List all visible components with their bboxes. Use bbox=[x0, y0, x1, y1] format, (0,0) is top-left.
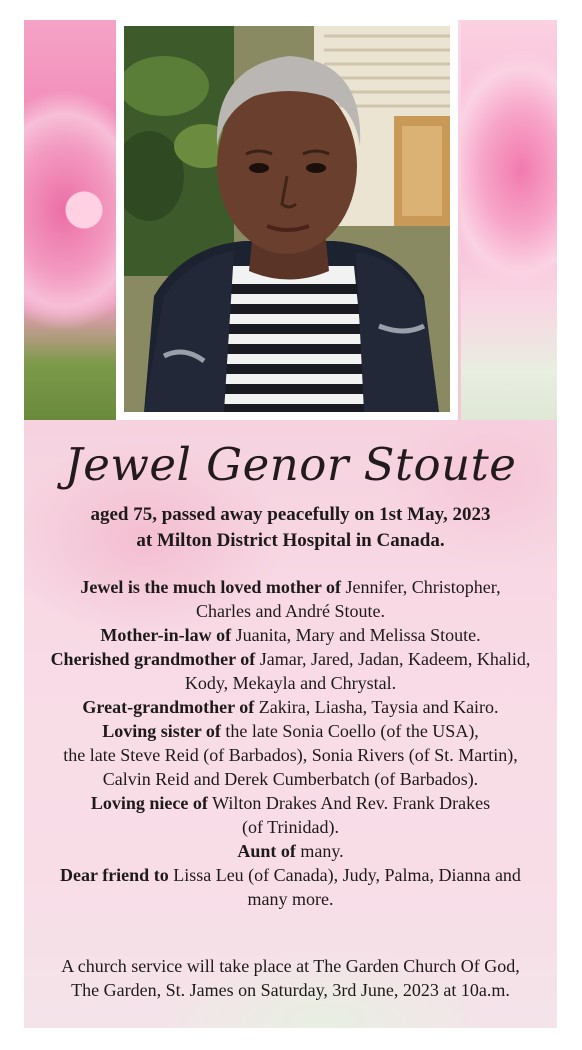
service-details bbox=[34, 954, 547, 1002]
family-line-sister-cont: the late Steve Reid (of Barbados), Sonia Rivers (of St. Martin), bbox=[63, 745, 518, 765]
portrait-frame bbox=[116, 20, 458, 420]
family-line-niece-cont: (of Trinidad). bbox=[241, 817, 339, 837]
rose-left-image bbox=[24, 20, 116, 420]
family-line-aunt bbox=[34, 839, 547, 863]
relation-names: Juanita, Mary and Melissa Stoute. bbox=[235, 625, 481, 645]
relation-label: Dear friend to bbox=[60, 865, 169, 885]
relation-names: many. bbox=[300, 841, 344, 861]
announcement-line: aged 75, passed away peacefully on 1st May, 2023 bbox=[90, 504, 491, 525]
relation-label: Aunt of bbox=[237, 841, 296, 861]
portrait-illustration bbox=[124, 26, 450, 412]
relation-names: Zakira, Liasha, Taysia and Kairo. bbox=[258, 697, 499, 717]
relation-names: Wilton Drakes And Rev. Frank Drakes bbox=[212, 793, 491, 813]
death-announcement bbox=[34, 502, 547, 554]
family-line-grandmother-cont: Kody, Mekayla and Chrystal. bbox=[184, 673, 397, 693]
family-line-grandmother bbox=[34, 647, 547, 671]
relation-names: Jamar, Jared, Jadan, Kadeem, Khalid, bbox=[259, 649, 531, 669]
announcement-line: at Milton District Hospital in Canada. bbox=[136, 530, 445, 551]
relation-label: Cherished grandmother of bbox=[50, 649, 256, 669]
family-line-friend-cont: many more. bbox=[247, 889, 334, 909]
relation-names: the late Sonia Coello (of the USA), bbox=[225, 721, 479, 741]
service-line: The Garden, St. James on Saturday, 3rd June, 2023 at 10a.m. bbox=[71, 980, 510, 1000]
photo-band bbox=[24, 20, 557, 420]
family-line-niece bbox=[34, 791, 547, 815]
deceased-name: Jewel Genor Stoute bbox=[64, 438, 517, 491]
relation-label: Loving sister of bbox=[102, 721, 221, 741]
relation-label: Jewel is the much loved mother of bbox=[80, 577, 342, 597]
portrait-photo bbox=[124, 26, 450, 412]
relation-names: Lissa Leu (of Canada), Judy, Palma, Dianna and bbox=[173, 865, 521, 885]
relation-names: Jennifer, Christopher, bbox=[345, 577, 501, 597]
family-line-mother bbox=[34, 575, 547, 599]
family-list bbox=[34, 575, 547, 911]
family-line-friend bbox=[34, 863, 547, 887]
relation-label: Great-grandmother of bbox=[82, 697, 255, 717]
obituary-card bbox=[24, 20, 557, 1028]
family-line-mother-in-law bbox=[34, 623, 547, 647]
notice-text-panel bbox=[24, 420, 557, 1028]
family-line-sister-cont: Calvin Reid and Derek Cumberbatch (of Barbados). bbox=[102, 769, 479, 789]
service-line: A church service will take place at The Garden Church Of God, bbox=[61, 956, 520, 976]
relation-label: Mother-in-law of bbox=[100, 625, 232, 645]
family-line-great-grandmother bbox=[34, 695, 547, 719]
rose-right-image bbox=[461, 20, 557, 420]
relation-label: Loving niece of bbox=[90, 793, 208, 813]
family-line-sister bbox=[34, 719, 547, 743]
family-line-mother-cont: Charles and André Stoute. bbox=[196, 601, 385, 621]
